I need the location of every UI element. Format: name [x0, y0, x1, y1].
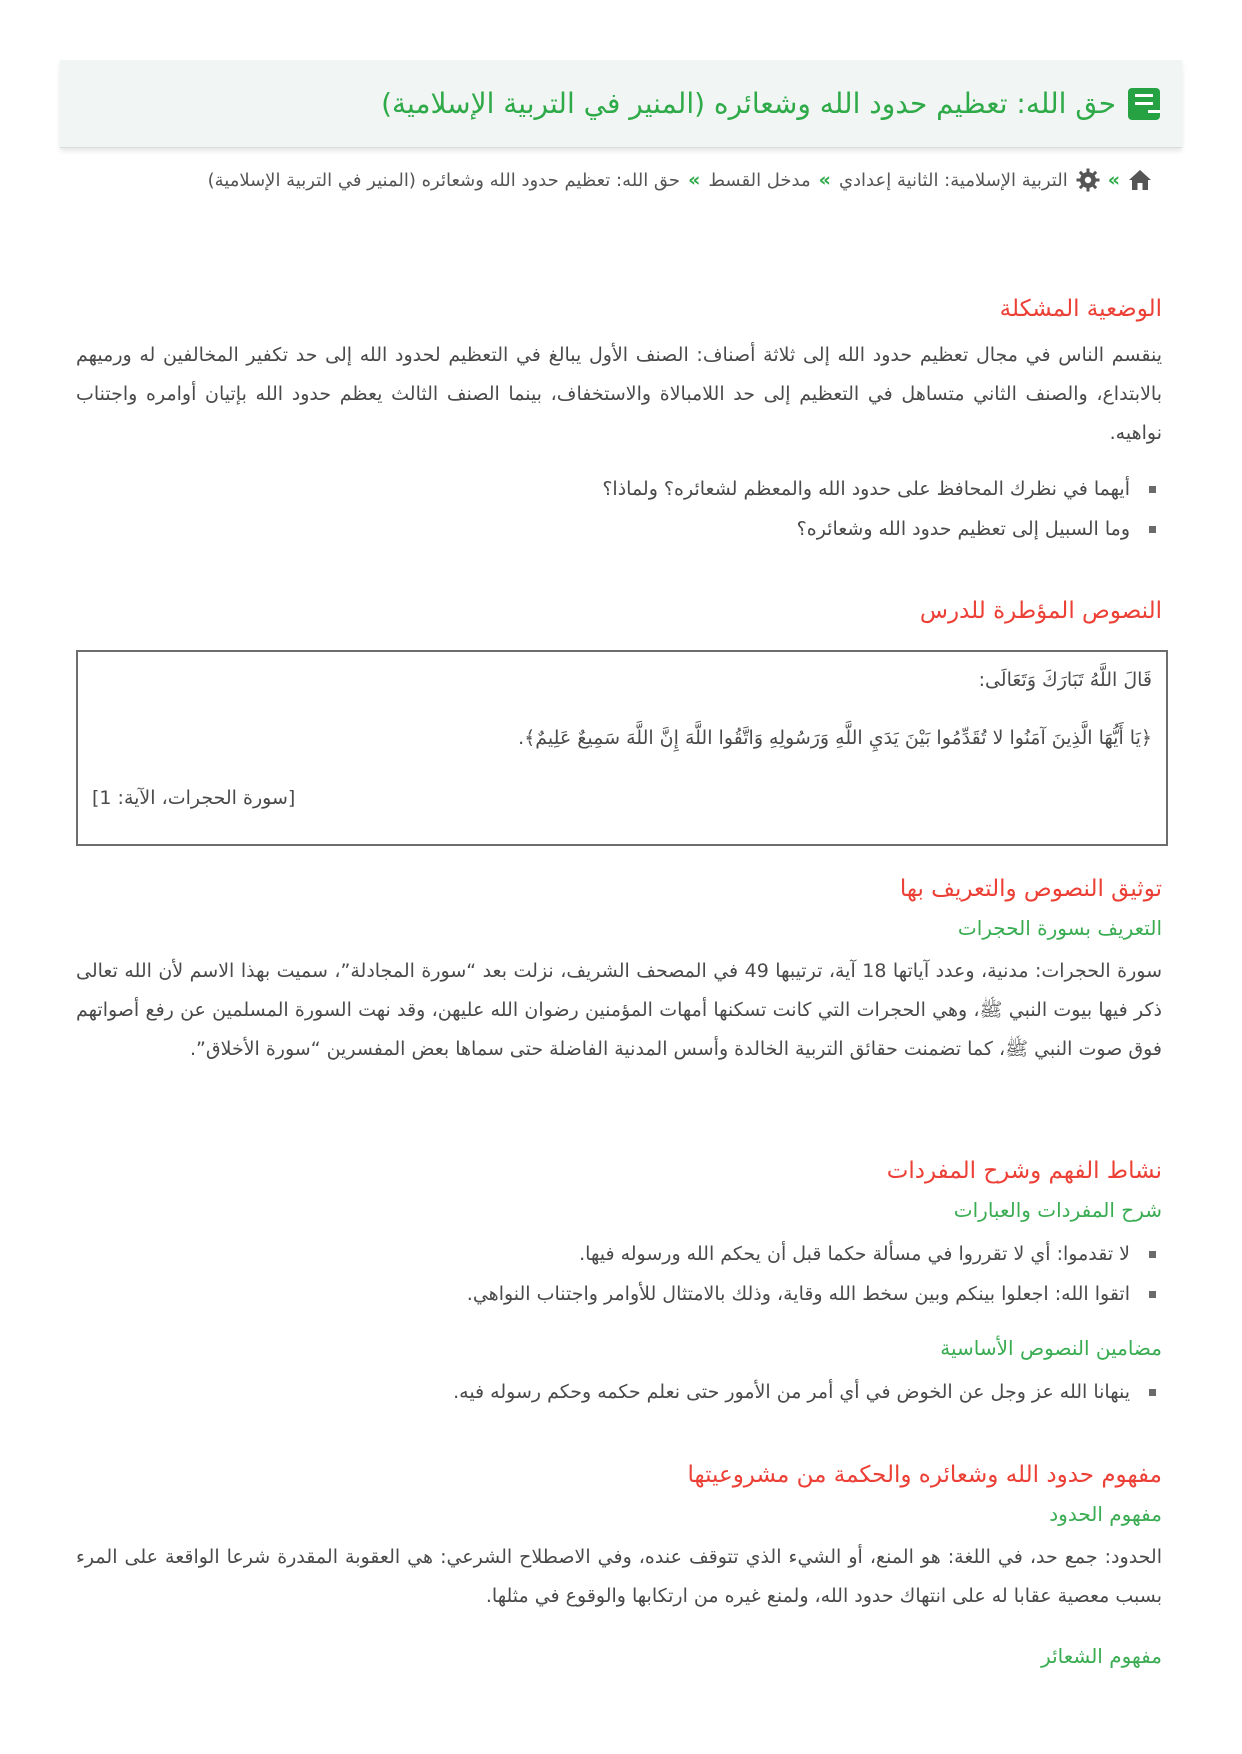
gear-icon [1076, 168, 1100, 192]
section-subheading: مفهوم الحدود [1049, 1502, 1162, 1526]
section-heading: مفهوم حدود الله وشعائره والحكمة من مشروعيتها [687, 1462, 1162, 1488]
breadcrumb [208, 168, 1152, 192]
problem-paragraph: ينقسم الناس في مجال تعظيم حدود الله إلى ثلاثة أصناف: الصنف الأول يبالغ في التعظيم لحدود الله إلى حد تكفير المخالفين له ورميهم بالابتداع، والصنف الثاني متساهل في التعظيم إلى حد اللامبالاة والاستخفاف، بينما الصنف الثالث يعظم حدود الله بإتيان أوامره واجتناب نواهيه. [76, 344, 1162, 444]
quran-verse: ﴿يَا أَيُّهَا الَّذِينَ آمَنُوا لا تُقَدِّمُوا بَيْنَ يَدَيِ اللَّهِ وَرَسُولِهِ وَاتَّقُوا اللَّهَ إِنَّ اللَّهَ سَمِيعٌ عَلِيمٌ﴾. [518, 727, 1152, 749]
section-doc [76, 876, 1162, 1069]
breadcrumb-item-course[interactable]: التربية الإسلامية: الثانية إعدادي [838, 169, 1068, 191]
vocab-list [76, 1234, 1162, 1314]
section-concept [76, 1462, 1162, 1680]
section-texts-heading-wrap [76, 598, 1162, 638]
list-item: ينهانا الله عز وجل عن الخوض في أي أمر من الأمور حتى نعلم حكمه وحكم رسوله فيه. [76, 1372, 1162, 1412]
doc-paragraph: سورة الحجرات: مدنية، وعدد آياتها 18 آية، ترتيبها 49 في المصحف الشريف، نزلت بعد “سورة المجادلة”، سميت بهذا الاسم لأن الله تعالى ذكر فيها بيوت النبي ﷺ، وهي الحجرات التي كانت تسكنها أمهات المؤمنين رضوان الله عليهن، وقد نهت السورة المسلمين عن رفع أصواتهم فوق صوت النبي ﷺ، كما تضمنت حقائق التربية الخالدة وأسس المدنية الفاضلة حتى سماها بعض المفسرين “سورة الأخلاق”. [76, 960, 1162, 1060]
breadcrumb-separator: » [688, 169, 701, 191]
document-icon [1128, 88, 1160, 120]
section-subheading: شرح المفردات والعبارات [953, 1198, 1162, 1222]
breadcrumb-separator: » [818, 169, 831, 191]
section-heading: توثيق النصوص والتعريف بها [899, 876, 1162, 902]
home-icon[interactable] [1128, 169, 1152, 191]
section-heading: النصوص المؤطرة للدرس [919, 598, 1162, 624]
list-item: وما السبيل إلى تعظيم حدود الله وشعائره؟ [76, 509, 1162, 549]
breadcrumb-item-current: حق الله: تعظيم حدود الله وشعائره (المنير في التربية الإسلامية) [207, 169, 681, 191]
section-subheading: مضامين النصوص الأساسية [940, 1336, 1162, 1360]
quote-intro: قَالَ اللَّهُ تَبَارَكَ وَتَعَالَى: [978, 669, 1152, 691]
list-item: اتقوا الله: اجعلوا بينكم وبين سخط الله وقاية، وذلك بالامتثال للأوامر واجتناب النواهي. [76, 1274, 1162, 1314]
section-problem [76, 296, 1162, 549]
breadcrumb-separator: » [1107, 169, 1120, 191]
section-subheading: مفهوم الشعائر [1041, 1644, 1162, 1668]
list-item: لا تقدموا: أي لا تقرروا في مسألة حكما قبل أن يحكم الله ورسوله فيها. [76, 1234, 1162, 1274]
list-item: أيهما في نظرك المحافظ على حدود الله والمعظم لشعائره؟ ولماذا؟ [76, 469, 1162, 509]
section-vocab [76, 1158, 1162, 1412]
content-list [76, 1372, 1162, 1412]
page-title: حق الله: تعظيم حدود الله وشعائره (المنير في التربية الإسلامية) [381, 87, 1116, 120]
section-heading: نشاط الفهم وشرح المفردات [886, 1158, 1162, 1184]
quote-box [76, 650, 1168, 846]
question-list [76, 469, 1162, 549]
page-header [60, 60, 1182, 148]
section-subheading: التعريف بسورة الحجرات [957, 916, 1162, 940]
verse-reference: [سورة الحجرات، الآية: 1] [92, 787, 296, 809]
breadcrumb-item-unit[interactable]: مدخل القسط [708, 169, 811, 191]
concept-paragraph: الحدود: جمع حد، في اللغة: هو المنع، أو الشيء الذي تتوقف عنده، وفي الاصطلاح الشرعي: هي العقوبة المقدرة شرعا الواقعة على المرء بسبب معصية عقابا له على انتهاك حدود الله، ولمنع غيره من ارتكابها والوقوع في مثلها. [76, 1546, 1162, 1607]
section-heading: الوضعية المشكلة [999, 296, 1162, 322]
